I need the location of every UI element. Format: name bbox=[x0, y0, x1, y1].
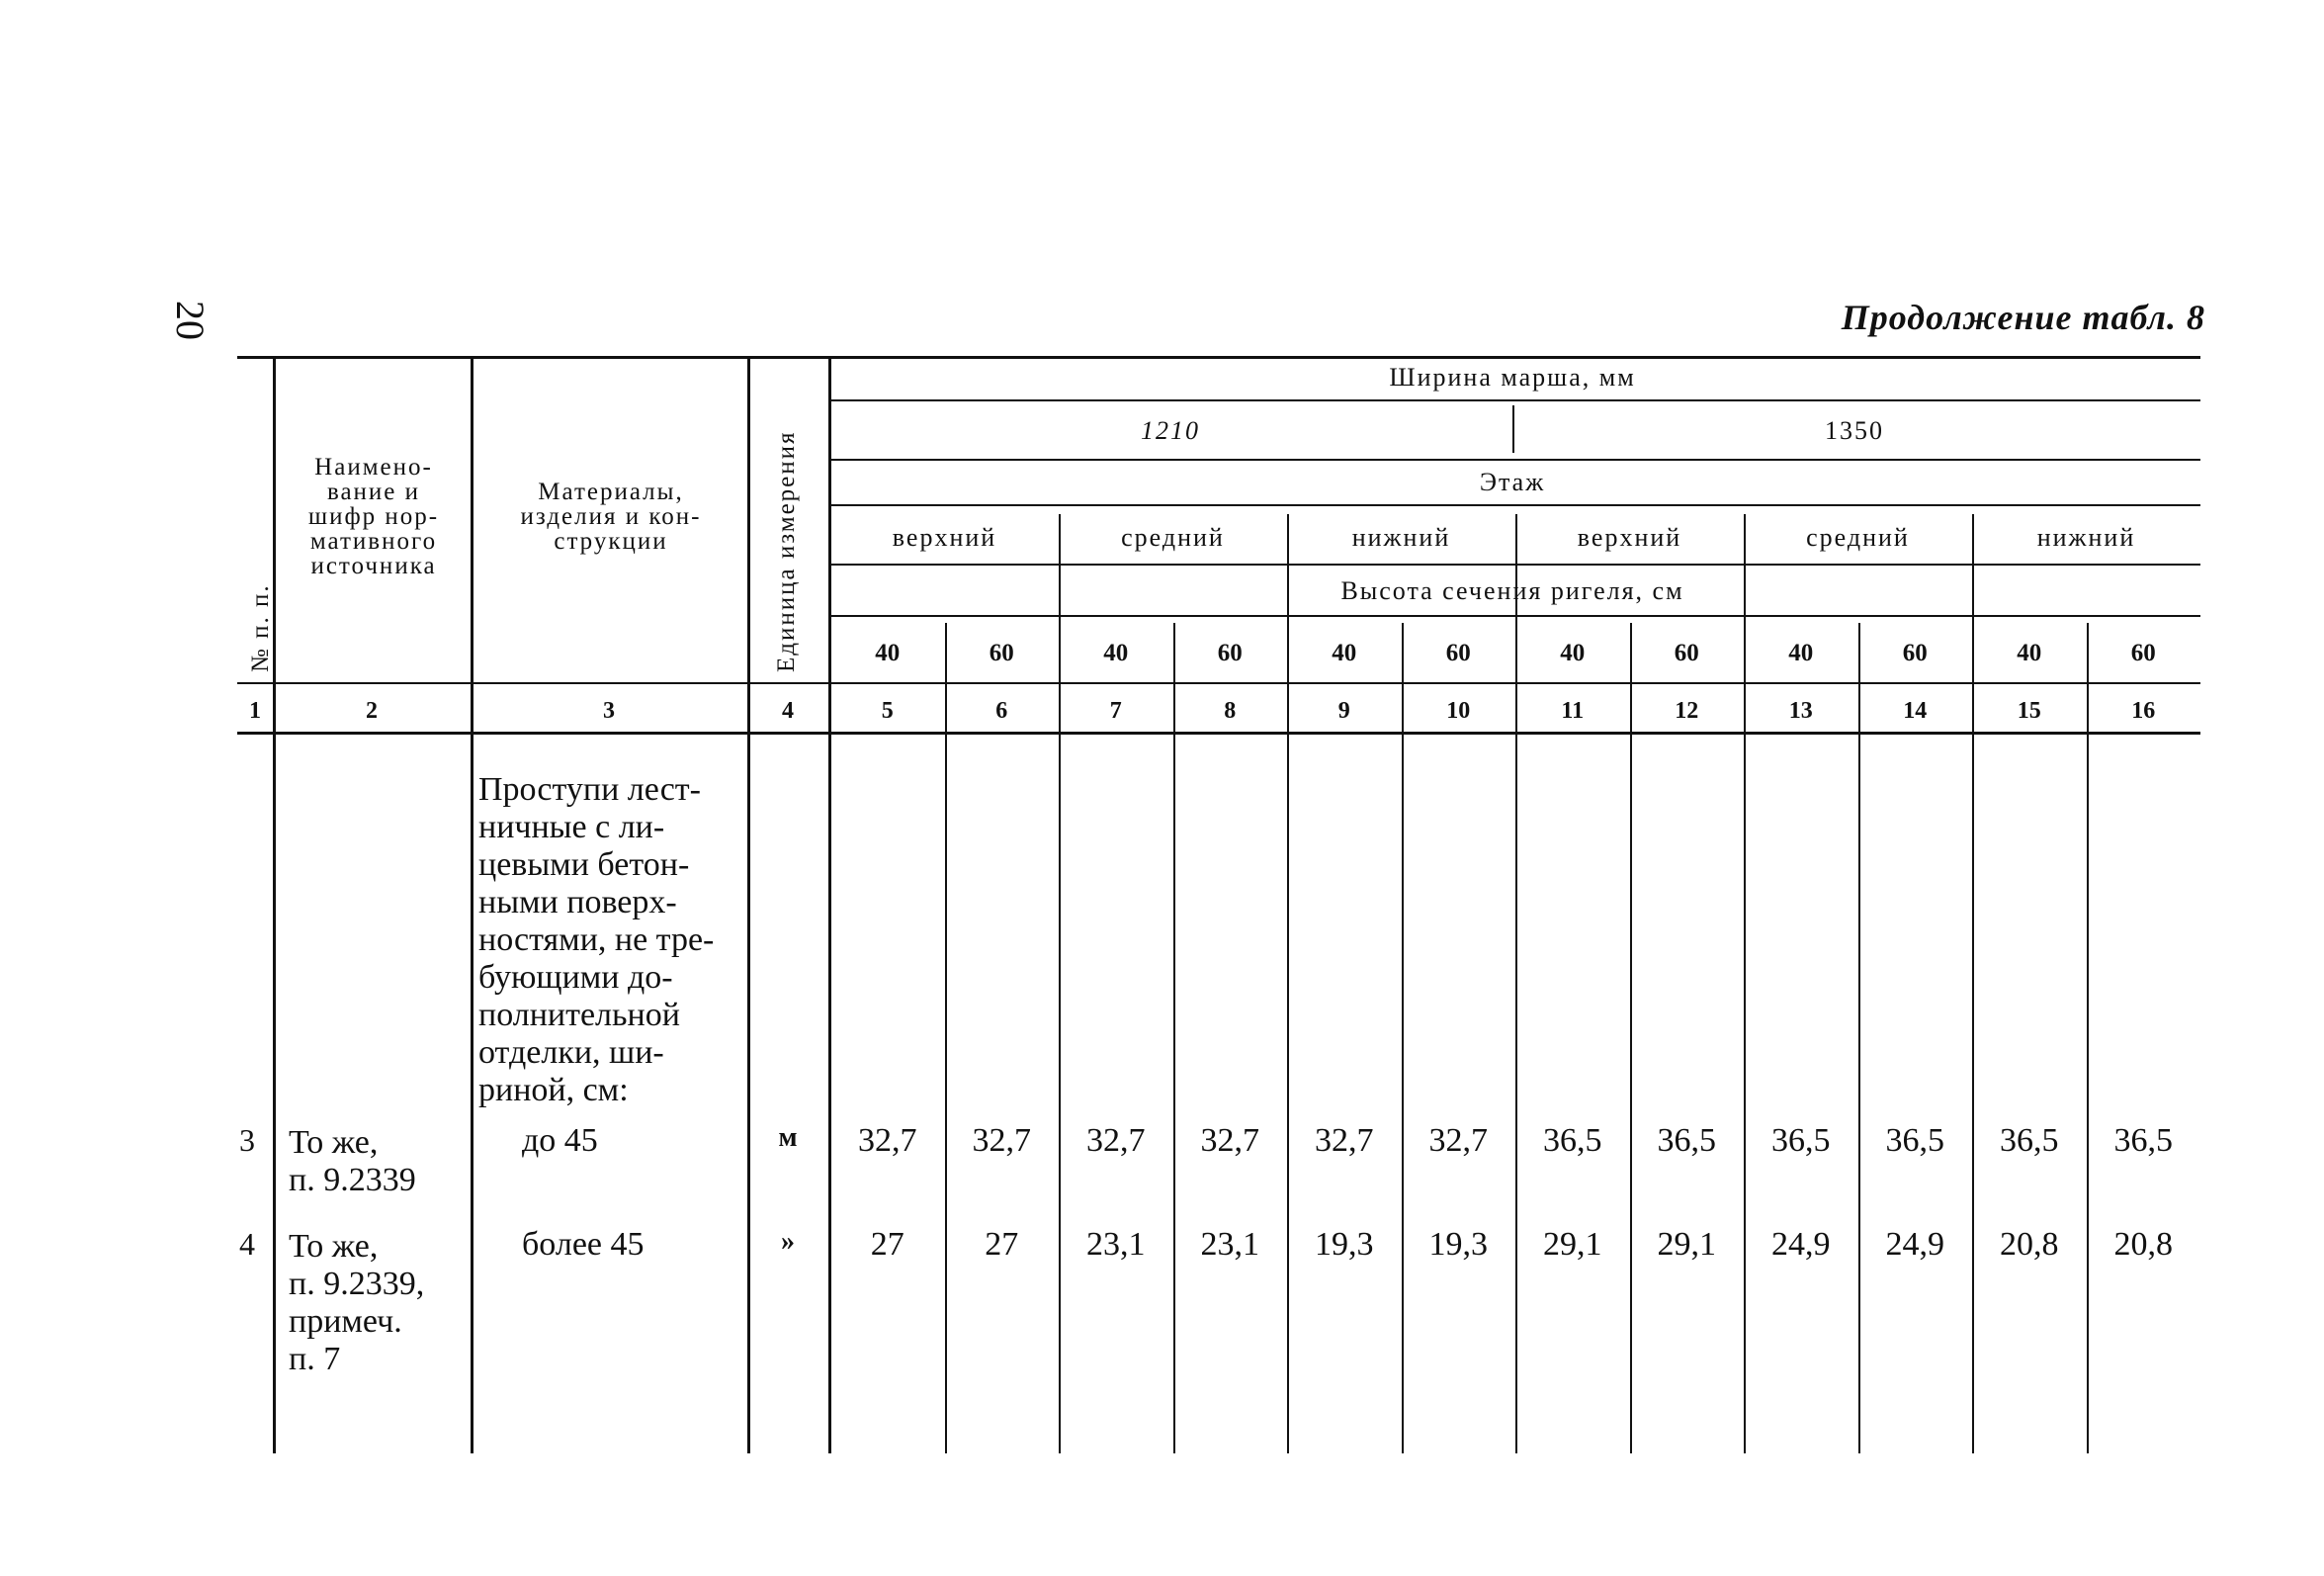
table-cell: 32,7 bbox=[858, 1122, 917, 1159]
vline-c3 bbox=[747, 356, 750, 1453]
table-cell: 36,5 bbox=[2000, 1122, 2059, 1159]
table-cell: 20,8 bbox=[2113, 1226, 2173, 1263]
rule-width-label bbox=[830, 399, 2200, 401]
table-cell: 36,5 bbox=[1657, 1122, 1716, 1159]
header-materials: Материалы, изделия и кон- струкции bbox=[520, 479, 702, 555]
row-unit: » bbox=[781, 1226, 795, 1257]
header-height: 60 bbox=[1217, 640, 1243, 666]
column-number: 14 bbox=[1903, 698, 1928, 724]
column-divider bbox=[1858, 623, 1860, 1453]
header-height: 60 bbox=[1902, 640, 1928, 666]
header-height: 60 bbox=[1674, 640, 1699, 666]
header-floor: средний bbox=[1121, 523, 1225, 552]
table-cell: 36,5 bbox=[1543, 1122, 1602, 1159]
vline-c2 bbox=[471, 356, 473, 1453]
table-cell: 32,7 bbox=[1315, 1122, 1374, 1159]
column-divider bbox=[1744, 514, 1746, 1453]
column-number: 6 bbox=[995, 698, 1008, 724]
table-cell: 24,9 bbox=[1771, 1226, 1831, 1263]
column-number: 7 bbox=[1109, 698, 1122, 724]
table-cell: 23,1 bbox=[1086, 1226, 1146, 1263]
header-height: 40 bbox=[1332, 640, 1357, 666]
row-material: до 45 bbox=[522, 1122, 598, 1159]
column-divider bbox=[1402, 623, 1404, 1453]
column-number: 1 bbox=[249, 698, 261, 724]
table-cell: 32,7 bbox=[1200, 1122, 1259, 1159]
header-height: 40 bbox=[2017, 640, 2042, 666]
page-number: 20 bbox=[168, 301, 213, 340]
header-floor: верхний bbox=[1577, 523, 1682, 552]
table-cell: 36,5 bbox=[2113, 1122, 2173, 1159]
header-unit: Единица измерения bbox=[773, 430, 800, 672]
header-height: 60 bbox=[989, 640, 1014, 666]
table-cell: 29,1 bbox=[1657, 1226, 1716, 1263]
header-height-label: Высота сечения ригеля, см bbox=[1340, 576, 1684, 605]
rule-column-numbers bbox=[237, 732, 2200, 735]
group-title: Проступи лест- ничные с ли- цевыми бетон- ными поверх- ностями, не тре- бующими до- полнительной отделки, ши- риной, см: bbox=[478, 771, 715, 1108]
table-cell: 36,5 bbox=[1885, 1122, 1944, 1159]
table-cell: 23,1 bbox=[1200, 1226, 1259, 1263]
column-divider bbox=[1972, 514, 1974, 1453]
column-divider bbox=[1059, 514, 1061, 1453]
column-number: 10 bbox=[1446, 698, 1471, 724]
row-number: 4 bbox=[239, 1226, 255, 1262]
table-caption: Продолжение табл. 8 bbox=[1841, 298, 2205, 337]
column-number: 15 bbox=[2017, 698, 2041, 724]
header-height: 40 bbox=[1788, 640, 1814, 666]
column-number: 4 bbox=[782, 698, 794, 724]
row-source: То же, п. 9.2339 bbox=[289, 1124, 416, 1198]
rule-heights bbox=[237, 682, 2200, 684]
column-divider bbox=[1287, 514, 1289, 1453]
table-cell: 19,3 bbox=[1428, 1226, 1488, 1263]
header-width-label: Ширина марша, мм bbox=[1389, 363, 1636, 392]
column-number: 11 bbox=[1561, 698, 1585, 724]
header-width-1210: 1210 bbox=[1141, 416, 1200, 445]
table-cell: 27 bbox=[985, 1226, 1019, 1263]
header-source: Наимено- вание и шифр нор- мативного источника bbox=[307, 454, 440, 579]
table-cell: 19,3 bbox=[1315, 1226, 1374, 1263]
row-number: 3 bbox=[239, 1122, 255, 1158]
column-divider bbox=[2087, 623, 2089, 1453]
header-height: 40 bbox=[1103, 640, 1129, 666]
table-cell: 36,5 bbox=[1771, 1122, 1831, 1159]
table-cell: 24,9 bbox=[1885, 1226, 1944, 1263]
column-divider bbox=[1515, 514, 1517, 1453]
vline-width-split bbox=[1512, 405, 1514, 453]
column-number: 13 bbox=[1788, 698, 1813, 724]
column-number: 9 bbox=[1337, 698, 1350, 724]
header-floor-label: Этаж bbox=[1479, 468, 1546, 496]
header-floor: нижний bbox=[1351, 523, 1451, 552]
header-floor: нижний bbox=[2036, 523, 2136, 552]
header-height: 40 bbox=[875, 640, 901, 666]
row-source: То же, п. 9.2339, примеч. п. 7 bbox=[289, 1228, 425, 1377]
row-material: более 45 bbox=[522, 1226, 645, 1263]
column-number: 2 bbox=[366, 698, 378, 724]
header-height: 60 bbox=[2130, 640, 2156, 666]
column-divider bbox=[1173, 623, 1175, 1453]
table-top-rule bbox=[237, 356, 2200, 359]
header-floor: верхний bbox=[892, 523, 997, 552]
vline-c4 bbox=[828, 356, 831, 1453]
column-number: 12 bbox=[1675, 698, 1699, 724]
column-divider bbox=[945, 623, 947, 1453]
table-cell: 27 bbox=[870, 1226, 904, 1263]
header-row-number: № п. п. bbox=[247, 583, 274, 672]
table-cell: 29,1 bbox=[1543, 1226, 1602, 1263]
vline-c1 bbox=[273, 356, 276, 1453]
table-cell: 32,7 bbox=[1428, 1122, 1488, 1159]
header-height: 40 bbox=[1560, 640, 1586, 666]
column-number: 5 bbox=[881, 698, 894, 724]
data-table bbox=[237, 356, 2200, 1463]
table-cell: 32,7 bbox=[1086, 1122, 1146, 1159]
column-number: 8 bbox=[1224, 698, 1237, 724]
header-height: 60 bbox=[1445, 640, 1471, 666]
column-number: 16 bbox=[2131, 698, 2156, 724]
rule-width-values bbox=[830, 459, 2200, 461]
header-width-1350: 1350 bbox=[1825, 416, 1884, 445]
column-divider bbox=[1630, 623, 1632, 1453]
header-floor: средний bbox=[1806, 523, 1910, 552]
rule-floor-label bbox=[830, 504, 2200, 506]
row-unit: м bbox=[778, 1122, 798, 1153]
table-cell: 20,8 bbox=[2000, 1226, 2059, 1263]
column-number: 3 bbox=[603, 698, 615, 724]
table-cell: 32,7 bbox=[972, 1122, 1031, 1159]
